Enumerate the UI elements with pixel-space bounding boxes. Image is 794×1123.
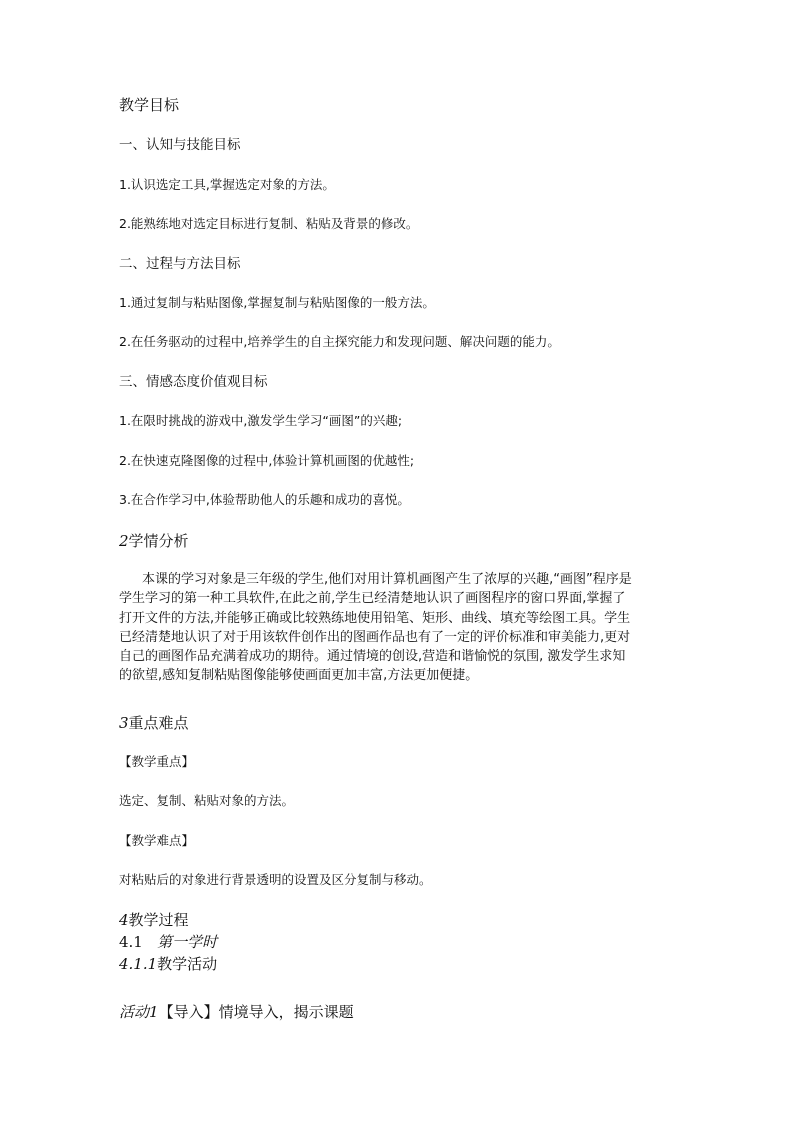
subsection-heading [119, 935, 217, 950]
difficulty-text: 对粘贴后的对象进行背景透明的设置及区分复制与移动。 [119, 872, 432, 887]
activity-number: 1 [149, 1003, 159, 1021]
activity-title: 【导入】情境导入，揭示课题 [158, 1003, 354, 1021]
paragraph-line: 本课的学习对象是三年级的学生,他们对用计算机画图产生了浓厚的兴趣,“画图”程序是 [142, 572, 632, 587]
section-heading-process [119, 913, 189, 928]
paragraph-line: 学生学习的第一种工具软件,在此之前,学生已经清楚地认识了画图程序的窗口界面,掌握了 [119, 591, 626, 607]
list-item: 2.能熟练地对选定目标进行复制、粘贴及背景的修改。 [119, 216, 419, 231]
section-heading-emotion: 三、情感态度价值观目标 [119, 374, 268, 390]
list-item: 1.认识选定工具,掌握选定对象的方法。 [119, 177, 335, 192]
section-title: 教学过程 [128, 911, 189, 929]
section-title: 学情分析 [128, 532, 189, 550]
list-item: 1.通过复制与粘贴图像,掌握复制与粘贴图像的一般方法。 [119, 295, 435, 310]
subsubsection-heading [119, 957, 217, 972]
section-heading-process: 二、过程与方法目标 [119, 256, 241, 272]
paragraph-line: 的欲望,感知复制粘贴图像能够使画面更加丰富,方法更加便捷。 [119, 668, 479, 684]
paragraph-line: 已经清楚地认识了对于用该软件创作出的图画作品也有了一定的评价标准和审美能力,更对 [119, 629, 631, 645]
section-heading-cognition: 一、认知与技能目标 [119, 137, 241, 153]
section-heading-keypoints [119, 716, 189, 731]
activity-heading [119, 1005, 354, 1020]
focus-label: 【教学重点】 [119, 754, 195, 769]
activity-prefix: 活动 [119, 1003, 150, 1021]
section-number: 4 [119, 911, 129, 929]
list-item: 3.在合作学习中,体验帮助他人的乐趣和成功的喜悦。 [119, 492, 410, 507]
subsubsection-title: 教学活动 [157, 955, 218, 973]
section-number: 3 [119, 714, 129, 732]
list-item: 1.在限时挑战的游戏中,激发学生学习“画图”的兴趣; [119, 413, 403, 428]
analysis-paragraph [119, 570, 679, 686]
paragraph-line: 自己的画图作品充满着成功的期待。通过情境的创设,营造和谐愉悦的氛围, 激发学生求知 [119, 649, 626, 665]
focus-text: 选定、复制、粘贴对象的方法。 [119, 793, 295, 808]
subsection-number: 4.1 [119, 933, 143, 951]
subsubsection-number: 4.1.1 [119, 955, 158, 973]
page-title: 教学目标 [119, 96, 180, 114]
list-item: 2.在任务驱动的过程中,培养学生的自主探究能力和发现问题、解决问题的能力。 [119, 334, 560, 349]
paragraph-line: 打开文件的方法,并能够正确或比较熟练地使用铅笔、矩形、曲线、填充等绘图工具。学生 [119, 610, 631, 626]
section-heading-analysis [119, 534, 189, 549]
subsection-title: 第一学时 [157, 933, 218, 951]
difficulty-label: 【教学难点】 [119, 833, 195, 848]
section-title: 重点难点 [128, 714, 189, 732]
section-number: 2 [119, 532, 129, 550]
list-item: 2.在快速克隆图像的过程中,体验计算机画图的优越性; [119, 453, 415, 468]
